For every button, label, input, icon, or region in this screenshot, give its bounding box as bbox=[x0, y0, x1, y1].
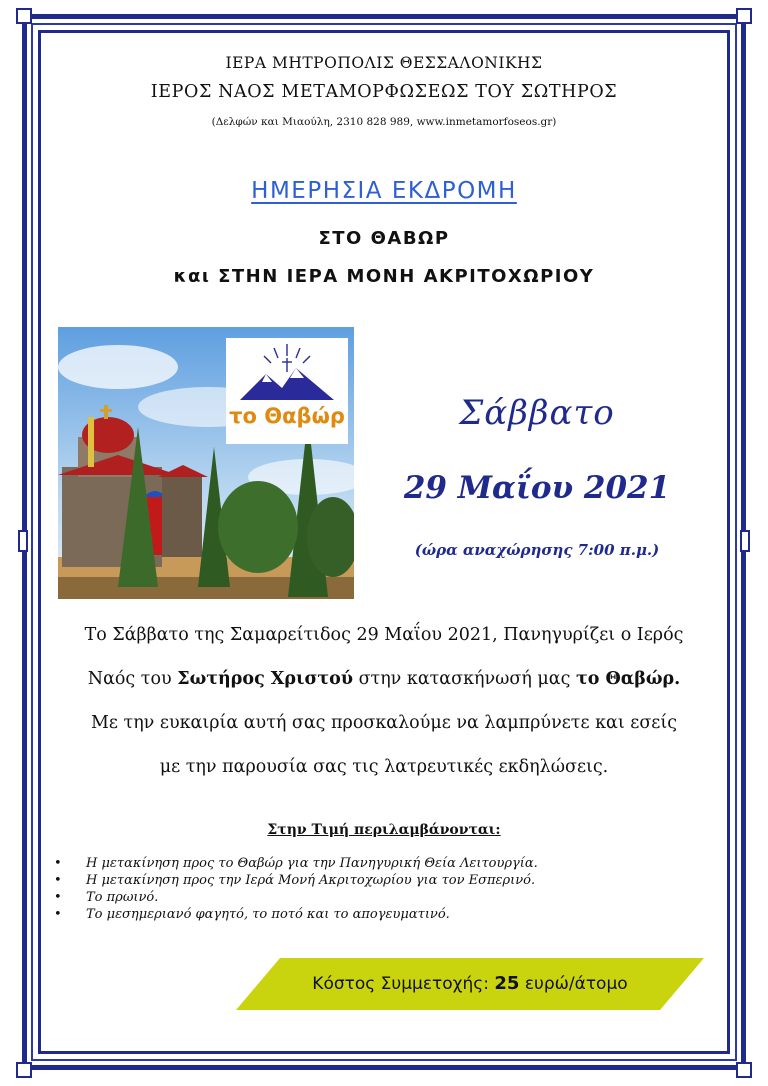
event-day: Σάββατο bbox=[459, 393, 615, 433]
corner-ornament-top-left bbox=[16, 8, 32, 24]
body-line-1: Το Σάββατο της Σαμαρείτιδος 29 Μαΐου 2021, Πανηγυρίζει ο Ιερός bbox=[84, 625, 684, 645]
thavor-logo bbox=[226, 338, 348, 444]
bullet: • bbox=[54, 873, 62, 888]
metropolis-name: ΙΕΡΑ ΜΗΤΡΟΠΟΛΙΣ ΘΕΣΣΑΛΟΝΙΚΗΣ bbox=[225, 54, 543, 72]
body-text: στην κατασκήνωσή μας bbox=[353, 669, 576, 689]
includes-title: Στην Τιμή περιλαμβάνονται: bbox=[267, 822, 501, 838]
event-title: ΗΜΕΡΗΣΙΑ ΕΚΔΡΟΜΗ bbox=[251, 178, 517, 204]
event-subtitle-2: και ΣΤΗΝ ΙΕΡΑ ΜΟΝΗ ΑΚΡΙΤΟΧΩΡΙΟΥ bbox=[173, 266, 595, 287]
body-highlight-thavor: το Θαβώρ. bbox=[575, 669, 681, 689]
event-subtitle-1: ΣΤΟ ΘΑΒΩΡ bbox=[318, 228, 450, 249]
corner-ornament-top-right bbox=[736, 8, 752, 24]
bullet: • bbox=[54, 856, 62, 871]
list-item-text: Το πρωινό. bbox=[86, 890, 159, 905]
side-ornament-right bbox=[740, 530, 750, 552]
mountain-cross-icon bbox=[226, 338, 348, 444]
list-item bbox=[54, 872, 538, 889]
cost-amount: 25 bbox=[494, 973, 520, 994]
cost-unit: ευρώ/άτομο bbox=[519, 974, 628, 994]
corner-ornament-bottom-right bbox=[736, 1062, 752, 1078]
event-date: 29 Μαΐου 2021 bbox=[403, 470, 671, 506]
list-item bbox=[54, 889, 538, 906]
logo-text: το Θαβώρ bbox=[229, 404, 345, 428]
list-item bbox=[54, 906, 538, 923]
list-item bbox=[54, 855, 538, 872]
body-line-2 bbox=[40, 659, 728, 699]
list-item-text: Το μεσημεριανό φαγητό, το ποτό και το απογευματινό. bbox=[86, 907, 450, 922]
church-name: ΙΕΡΟΣ ΝΑΟΣ ΜΕΤΑΜΟΡΦΩΣΕΩΣ ΤΟΥ ΣΩΤΗΡΟΣ bbox=[150, 82, 618, 102]
body-line-3: Με την ευκαιρία αυτή σας προσκαλούμε να λαμπρύνετε και εσείς bbox=[90, 713, 678, 733]
side-ornament-left bbox=[18, 530, 28, 552]
cost-text bbox=[236, 958, 704, 1010]
body-highlight-savior: Σωτήρος Χριστού bbox=[177, 669, 353, 689]
includes-list bbox=[54, 855, 538, 923]
cost-label: Κόστος Συμμετοχής: bbox=[312, 974, 495, 994]
departure-time: (ώρα αναχώρησης 7:00 π.μ.) bbox=[414, 541, 660, 559]
contact-info: (Δελφών και Μιαούλη, 2310 828 989, www.inmetamorfoseos.gr) bbox=[211, 116, 557, 128]
body-line-4: με την παρουσία σας τις λατρευτικές εκδηλώσεις. bbox=[159, 757, 609, 777]
list-item-text: Η μετακίνηση προς το Θαβώρ για την Πανηγυρική Θεία Λειτουργία. bbox=[86, 856, 538, 871]
body-text: Ναός του bbox=[87, 669, 178, 689]
list-item-text: Η μετακίνηση προς την Ιερά Μονή Ακριτοχωρίου για τον Εσπερινό. bbox=[86, 873, 536, 888]
bullet: • bbox=[54, 890, 62, 905]
bullet: • bbox=[54, 907, 62, 922]
corner-ornament-bottom-left bbox=[16, 1062, 32, 1078]
